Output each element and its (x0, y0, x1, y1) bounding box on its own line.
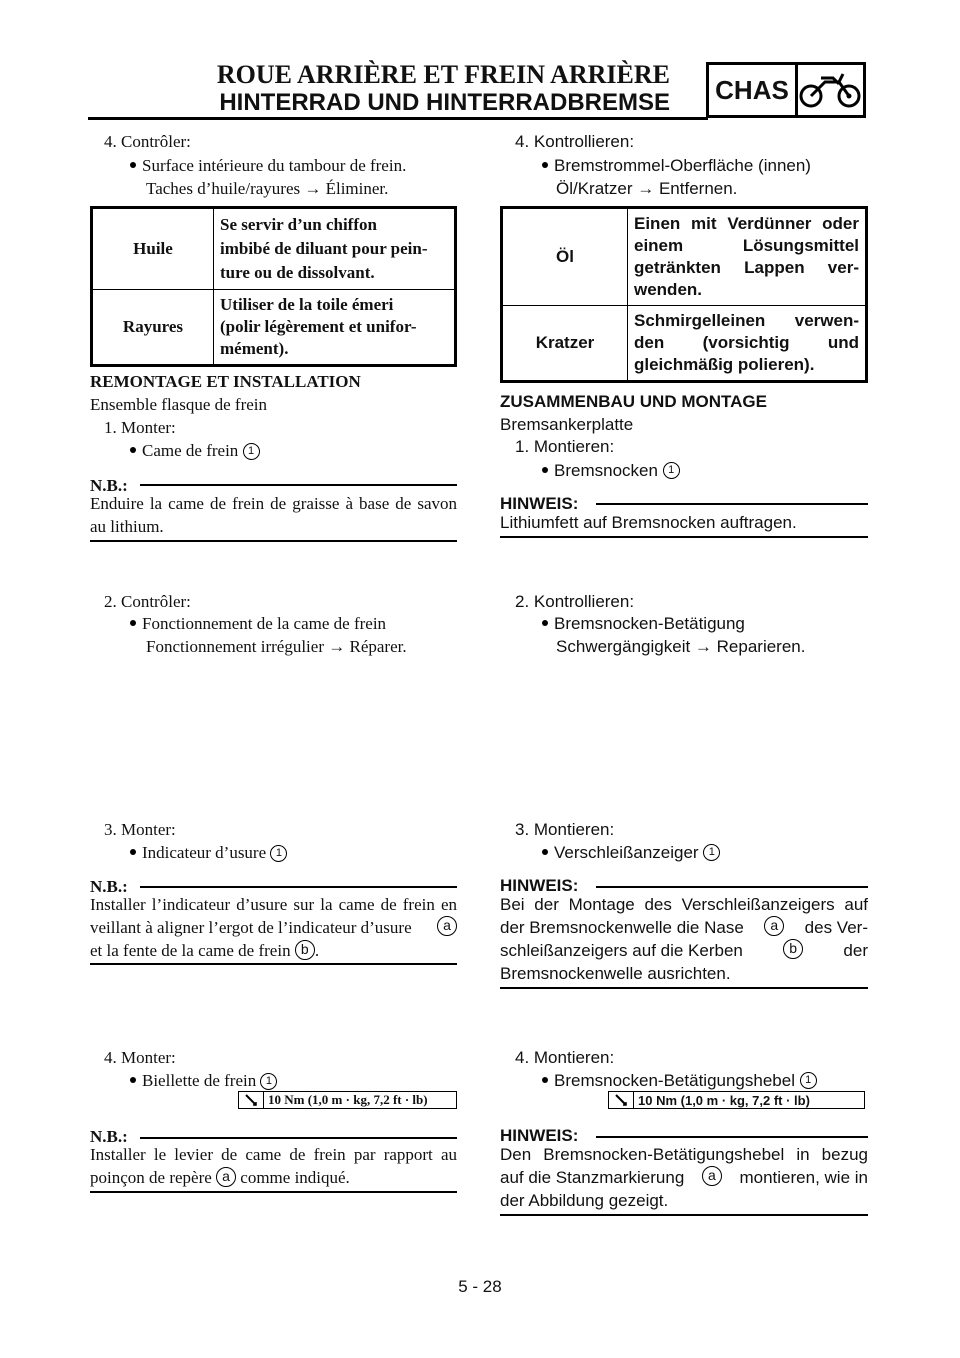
de-step3-title: 3. Montieren: (515, 820, 615, 839)
de-torque-value: 10 Nm (1,0 m · kg, 7,2 ft · lb) (638, 1092, 810, 1108)
fr-nb1-label: N.B.: (90, 476, 128, 495)
fr-nb2-rule (140, 886, 457, 888)
fr-step2-bullet: Fonctionnement de la came de frein (130, 614, 386, 634)
de-step4a-detail: Öl/Kratzer → Entfernen. (556, 179, 738, 198)
torque-wrench-icon (609, 1092, 634, 1108)
fr-nb2-line3: et la fente de la came de frein b . (90, 941, 320, 960)
fr-nb2-line2: veillant à aligner l’ergot de l’indicateur d’usure a (90, 918, 457, 938)
de-table-label-oil: Öl (502, 208, 628, 306)
de-subsection: Bremsankerplatte (500, 415, 634, 434)
fr-table-label-scratch: Rayures (92, 290, 214, 366)
fr-nb2-line1: Installer l’indicateur d’usure sur la came de frein en (90, 895, 457, 914)
de-step1-bullet: Bremsnocken 1 (542, 461, 680, 481)
de-nb3-label: HINWEIS: (500, 1126, 579, 1145)
fr-step4a-detail: Taches d’huile/rayures → Éliminer. (146, 179, 389, 198)
de-torque-spec (608, 1091, 865, 1109)
fr-nb3-line2: poinçon de repère a comme indiqué. (90, 1168, 350, 1187)
fr-step4b-title: 4. Monter: (104, 1048, 176, 1067)
fr-cleaning-table (90, 206, 457, 367)
de-nb2-line3: schleißanzeigers auf die Kerben b der (500, 940, 868, 960)
fr-step4b-bullet: Biellette de frein 1 (130, 1071, 277, 1091)
fr-step3-title: 3. Monter: (104, 820, 176, 839)
fr-nb3-line1: Installer le levier de came de frein par rapport au (90, 1145, 457, 1164)
fr-nb1-end-rule (90, 540, 457, 542)
de-step1-title: 1. Montieren: (515, 437, 615, 456)
fr-nb3-rule (140, 1137, 457, 1139)
de-nb1-rule (596, 503, 868, 505)
fr-nb3-end-rule (90, 1191, 457, 1193)
fr-nb2-label: N.B.: (90, 877, 128, 896)
fr-step3-bullet: Indicateur d’usure 1 (130, 843, 287, 863)
fr-subsection: Ensemble flasque de frein (90, 395, 268, 414)
de-step2-title: 2. Kontrollieren: (515, 592, 635, 611)
fr-step1-bullet: Came de frein 1 (130, 441, 260, 461)
section-badge (706, 62, 866, 118)
fr-step1-title: 1. Monter: (104, 418, 176, 437)
header-title-fr: ROUE ARRIÈRE ET FREIN ARRIÈRE (216, 60, 670, 89)
fr-nb1-line2: au lithium. (90, 517, 164, 536)
de-step4b-bullet: Bremsnocken-Betätigungshebel 1 (542, 1071, 817, 1091)
de-nb2-label: HINWEIS: (500, 876, 579, 895)
fr-step2-detail: Fonctionnement irrégulier → Réparer. (146, 637, 407, 656)
motorcycle-icon (798, 65, 863, 115)
de-nb2-line2: der Bremsnockenwelle die Nase a des Ver- (500, 917, 868, 937)
de-step3-bullet: Verschleißanzeiger 1 (542, 843, 720, 863)
de-step2-detail: Schwergängigkeit → Reparieren. (556, 637, 806, 656)
header-title-de: HINTERRAD UND HINTERRADBREMSE (219, 89, 670, 116)
fr-nb1-rule (140, 484, 457, 486)
de-step4a-bullet: Bremstrommel-Oberfläche (innen) (542, 156, 811, 176)
section-label: CHAS (709, 65, 798, 115)
de-table-label-scratch: Kratzer (502, 306, 628, 382)
de-table-action-oil: Einen mit Verdünner oder einem Lösungsmittel getränkten Lappen ver- wenden. (628, 208, 867, 306)
fr-step2-title: 2. Contrôler: (104, 592, 191, 611)
de-nb2-rule (596, 886, 868, 888)
de-table-action-scratch: Schmirgelleinen verwen- den (vorsichtig und gleichmäßig polieren). (628, 306, 867, 382)
fr-table-action-oil: Se servir d’un chiffon imbibé de diluant pour pein- ture ou de dissolvant. (214, 208, 456, 290)
de-cleaning-table (500, 206, 868, 383)
fr-nb1-line1: Enduire la came de frein de graisse à base de savon (90, 494, 457, 513)
de-step4b-title: 4. Montieren: (515, 1048, 615, 1067)
fr-nb2-end-rule (90, 963, 457, 965)
de-section-heading: ZUSAMMENBAU UND MONTAGE (500, 392, 767, 411)
de-nb1-line: Lithiumfett auf Bremsnocken auftragen. (500, 513, 797, 532)
torque-wrench-icon (239, 1092, 264, 1108)
fr-table-action-scratch: Utiliser de la toile émeri (polir légèrement et unifor- mément). (214, 290, 456, 366)
page-number: 5 - 28 (458, 1277, 502, 1296)
de-nb3-rule (596, 1136, 868, 1138)
fr-step4a-title: 4. Contrôler: (104, 132, 191, 151)
de-nb3-end-rule (500, 1214, 868, 1216)
fr-nb3-label: N.B.: (90, 1127, 128, 1146)
de-nb2-end-rule (500, 987, 868, 989)
header-rule (88, 117, 708, 120)
de-nb2-line4: Bremsnockenwelle ausrichten. (500, 964, 731, 983)
fr-torque-spec (238, 1091, 457, 1109)
fr-section-heading: REMONTAGE ET INSTALLATION (90, 372, 361, 391)
de-step2-bullet: Bremsnocken-Betätigung (542, 614, 745, 634)
fr-table-label-oil: Huile (92, 208, 214, 290)
de-nb1-end-rule (500, 536, 868, 538)
de-nb3-line3: der Abbildung gezeigt. (500, 1191, 669, 1210)
de-nb3-line2: auf die Stanzmarkierung a montieren, wie in (500, 1167, 868, 1187)
de-nb3-line1: Den Bremsnocken-Betätigungshebel in bezug (500, 1145, 868, 1164)
de-step4a-title: 4. Kontrollieren: (515, 132, 635, 151)
de-nb2-line1: Bei der Montage des Verschleißanzeigers auf (500, 895, 868, 914)
de-nb1-label: HINWEIS: (500, 494, 579, 513)
fr-step4a-bullet: Surface intérieure du tambour de frein. (130, 156, 406, 176)
fr-torque-value: 10 Nm (1,0 m · kg, 7,2 ft · lb) (268, 1092, 428, 1107)
